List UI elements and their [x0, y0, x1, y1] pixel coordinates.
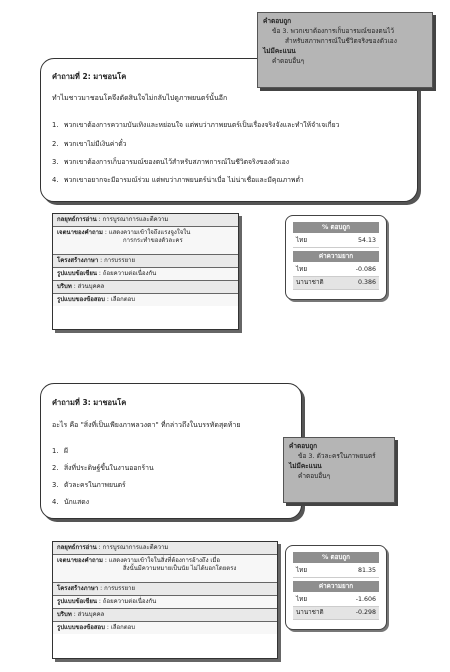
- q2-info-structure: โครงสร้างภาษา : การบรรยาย: [53, 255, 238, 268]
- q2-choice-1[interactable]: [52, 119, 339, 130]
- q2-choice-3-number: 3.: [52, 158, 59, 166]
- q2-info-intent: เจตนาของคำถาม : แสดงความเข้าใจถึงแรงจูงใจใน การกระทำของตัวละคร: [53, 227, 238, 255]
- q3-title: คำถามที่ 3: มาชอนโค: [52, 398, 127, 407]
- q3-diff-intl-row: นานาชาติ -0.298: [293, 607, 379, 620]
- q2-choice-3[interactable]: [52, 156, 289, 167]
- q2-choice-4-number: 4.: [52, 176, 59, 184]
- q2-choice-3-text: พวกเขาต้องการเก็บอารมณ์ของตนไว้สำหรับสภาพการณ์ในชีวิตจริงของตัวเอง: [64, 158, 290, 166]
- q3-info-intent: เจตนาของคำถาม : แสดงความเข้าใจในสิ่งที่ต้องการอ้างถึง เมื่อ สิ่งนั้นมีความหมายเป็นนัย ไม่ได้บอกโดยตรง: [53, 555, 277, 583]
- q2-choice-4-text: พวกเขาอยากจะมีอารมณ์ร่วม แต่พบว่าภาพยนตร์น่าเบื่อ ไม่น่าเชื่อและมีคุณภาพต่ำ: [64, 176, 304, 184]
- q3-choice-4-number: 4.: [52, 498, 59, 506]
- q3-no-score-label: ไม่มีคะแนน: [289, 462, 322, 470]
- q3-diff-thai-row: ไทย -1.606: [293, 594, 379, 607]
- q3-answer-key-heading: คำตอบถูก: [289, 442, 318, 450]
- q2-info-strategy: กลยุทธ์การอ่าน : การบูรณาการและตีความ: [53, 214, 238, 227]
- q3-choice-4-text: นักแสดง: [64, 498, 90, 506]
- q2-choice-1-number: 1.: [52, 121, 59, 129]
- q3-info-item-type: รูปแบบของข้อสอบ : เลือกตอบ: [53, 622, 277, 634]
- q3-info-strategy: กลยุทธ์การอ่าน : การบูรณาการและตีความ: [53, 542, 277, 555]
- q3-answer-key-line1: ข้อ 3. ตัวละครในภาพยนตร์: [298, 452, 376, 460]
- q2-question-text: ทำไมชาวมาชอนโคจึงตัดสินใจไม่กลับไปดูภาพยนตร์นั้นอีก: [52, 94, 228, 102]
- q3-choice-1-text: ผี: [64, 447, 68, 455]
- q3-pct-thai-row: ไทย 81.35: [293, 565, 379, 578]
- q3-choice-3-text: ตัวละครในภาพยนตร์: [64, 481, 126, 489]
- q2-answer-key-heading: คำตอบถูก: [263, 17, 292, 25]
- q2-info-format: รูปแบบข้อเขียน : ถ้อยความต่อเนื่องกัน: [53, 268, 238, 281]
- q2-pct-correct-heading: % ตอบถูก: [293, 222, 379, 233]
- q2-choice-2-number: 2.: [52, 140, 59, 148]
- q3-choice-1[interactable]: [52, 445, 68, 456]
- q2-answer-key-line1: ข้อ 3. พวกเขาต้องการเก็บอารมณ์ของตนไว้: [272, 27, 394, 35]
- q3-choice-2-number: 2.: [52, 464, 59, 472]
- q3-other-answers: คำตอบอื่นๆ: [298, 472, 331, 480]
- q3-info-format: รูปแบบข้อเขียน : ถ้อยความต่อเนื่องกัน: [53, 596, 277, 609]
- q2-diff-intl-row: นานาชาติ 0.386: [293, 277, 379, 290]
- q3-pct-correct-heading: % ตอบถูก: [293, 552, 379, 563]
- q3-question-panel: [40, 383, 302, 519]
- q3-choice-4[interactable]: [52, 496, 89, 507]
- q3-answer-key: [283, 437, 395, 503]
- q2-info-item-type: รูปแบบของข้อสอบ : เลือกตอบ: [53, 294, 238, 306]
- q3-info-context: บริบท : ส่วนบุคคล: [53, 609, 277, 622]
- q2-other-answers: คำตอบอื่นๆ: [272, 57, 305, 65]
- q2-choice-4[interactable]: [52, 174, 304, 185]
- q3-info-structure: โครงสร้างภาษา : การบรรยาย: [53, 583, 277, 596]
- q3-choice-2[interactable]: [52, 462, 154, 473]
- q2-choice-2[interactable]: [52, 138, 126, 149]
- q2-no-score-label: ไม่มีคะแนน: [263, 47, 296, 55]
- q2-answer-key-line2: สำหรับสภาพการณ์ในชีวิตจริงของตัวเอง: [285, 37, 397, 45]
- q3-info-table: [52, 541, 278, 659]
- q2-info-table: [52, 213, 239, 330]
- q2-choice-2-text: พวกเขาไม่มีเงินค่าตั๋ว: [64, 140, 127, 148]
- q3-question-text: อะไร คือ "สิ่งที่เป็นเพียงภาพลวงตา" ที่กล่าวถึงในบรรทัดสุดท้าย: [52, 421, 241, 429]
- q2-info-context: บริบท : ส่วนบุคคล: [53, 281, 238, 294]
- q2-pct-thai-row: ไทย 54.13: [293, 235, 379, 248]
- q2-title: คำถามที่ 2: มาชอนโค: [52, 72, 127, 81]
- q2-choice-1-text: พวกเขาต้องการความบันเทิงและหย่อนใจ แต่พบว่าภาพยนตร์เป็นเรื่องจริงจังและทำให้จำเจเกี่ยว: [64, 121, 340, 129]
- q2-difficulty-heading: ค่าความยาก: [293, 251, 379, 262]
- q3-stats-box: [285, 545, 387, 630]
- q3-choice-1-number: 1.: [52, 447, 59, 455]
- q3-choice-3[interactable]: [52, 479, 126, 490]
- q3-difficulty-heading: ค่าความยาก: [293, 581, 379, 592]
- q3-choice-2-text: สิ่งที่ประดิษฐ์ขึ้นในงานออกร้าน: [64, 464, 154, 472]
- q2-answer-key: [257, 12, 433, 88]
- q2-stats-box: [285, 215, 387, 300]
- q2-diff-thai-row: ไทย -0.086: [293, 264, 379, 277]
- q3-choice-3-number: 3.: [52, 481, 59, 489]
